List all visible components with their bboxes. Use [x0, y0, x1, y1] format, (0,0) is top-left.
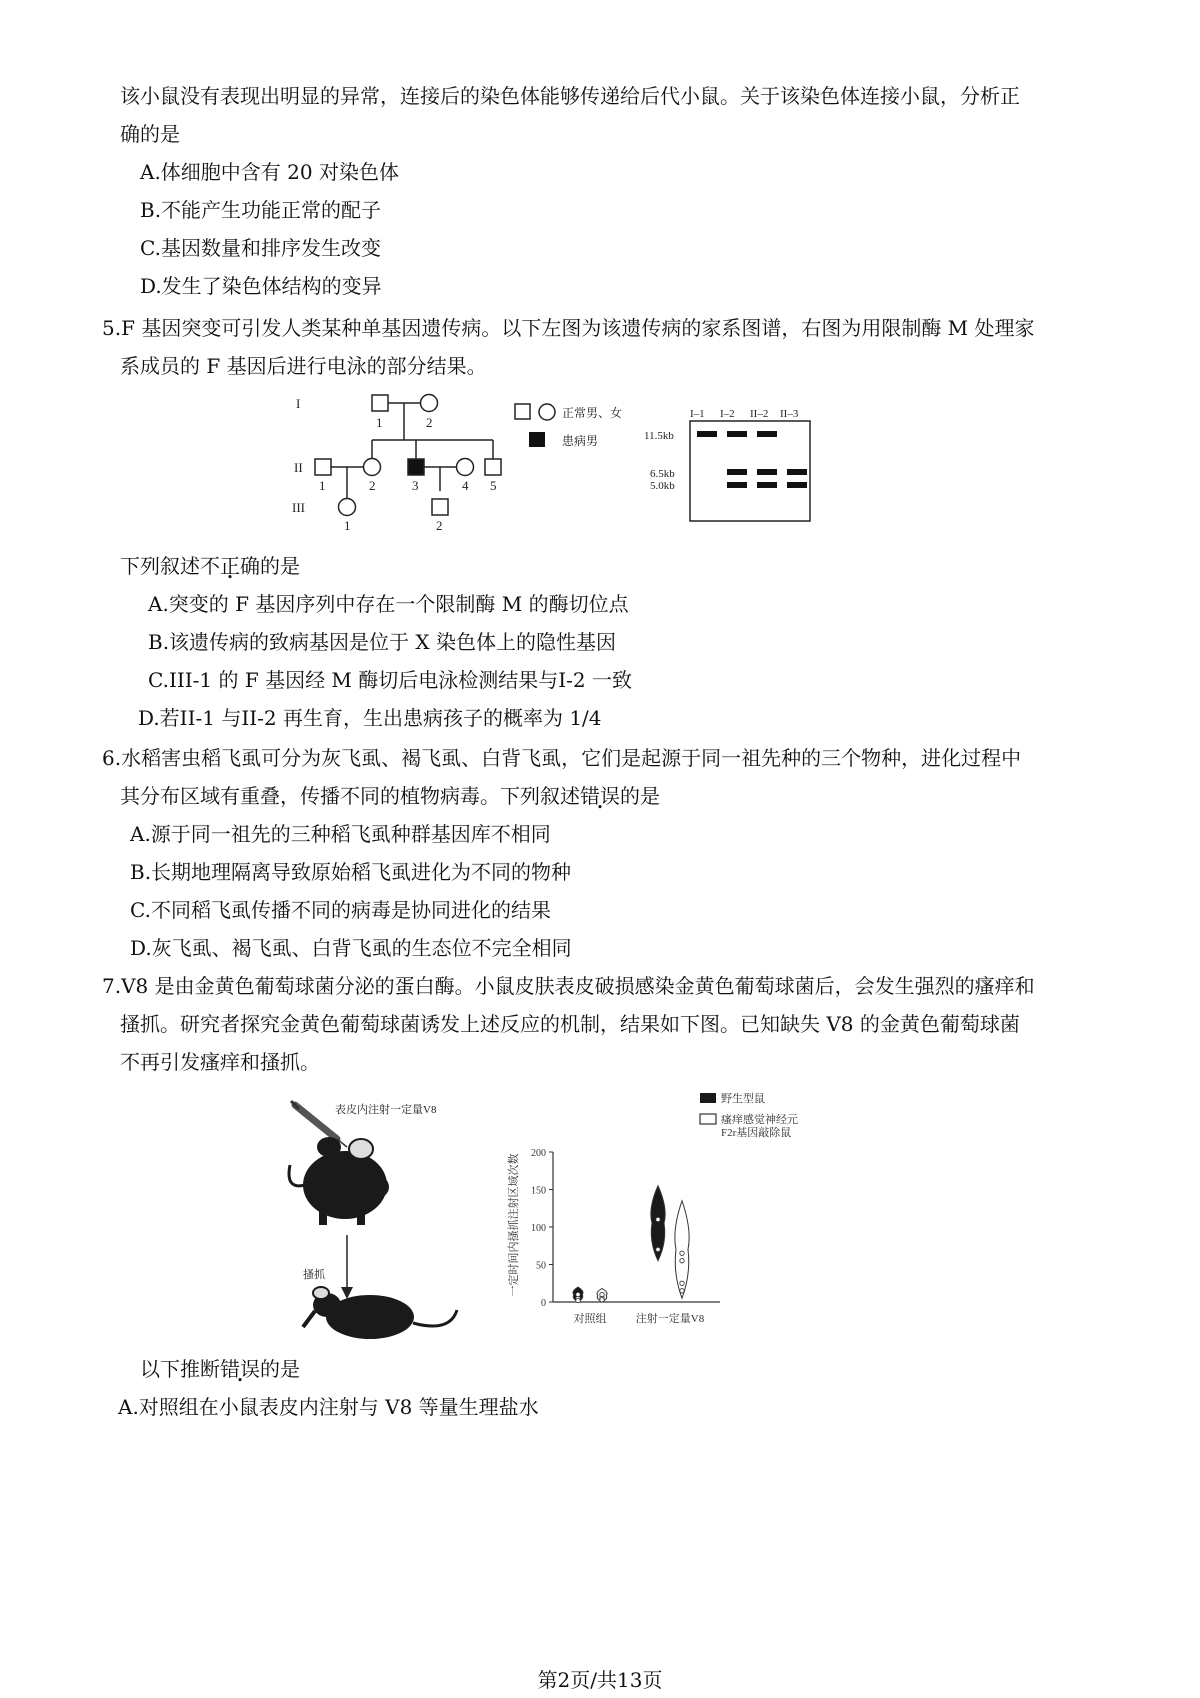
x-category-label: 对照组 — [573, 1313, 607, 1325]
x-category-label: 注射一定量V8 — [635, 1313, 705, 1325]
data-point — [680, 1251, 684, 1255]
data-point — [576, 1292, 580, 1296]
q4-line1: 该小鼠没有表现出明显的异常，连接后的染色体能够传递给后代小鼠。关于该染色体连接小鼠，分析正 — [120, 84, 1020, 108]
band-i2-11k — [727, 431, 747, 437]
experiment-scheme — [285, 1095, 465, 1340]
q4-option-b: B.不能产生功能正常的配子 — [140, 198, 382, 222]
lane-label: II–2 — [750, 408, 769, 420]
ped-ii1: 1 — [319, 478, 326, 493]
data-point — [576, 1298, 580, 1302]
ped-i1: 1 — [376, 415, 383, 430]
q7-line2: 搔抓。研究者探究金黄色葡萄球菌诱发上述反应的机制，结果如下图。已知缺失 V8 的金黄色葡萄球菌 — [120, 1012, 1020, 1036]
ped-iii1: 1 — [344, 518, 351, 533]
legend-wildtype: 野生型鼠 — [721, 1093, 765, 1105]
y-tick-label: 150 — [531, 1185, 546, 1197]
band-ii3-6k — [787, 469, 807, 475]
legend-swatch-knockout — [700, 1114, 716, 1124]
q4-option-c: C.基因数量和排序发生改变 — [140, 236, 381, 260]
data-point — [680, 1259, 684, 1263]
q5-option-d: D.若II-1 与II-2 再生育，生出患病孩子的概率为 1/4 — [138, 706, 602, 730]
pedigree-chart — [290, 392, 530, 532]
lane-label: I–1 — [690, 408, 705, 420]
legend-normal-label: 正常男、女 — [562, 406, 623, 420]
gel-electrophoresis — [640, 405, 820, 525]
lane-label: II–3 — [780, 408, 799, 420]
mouse-icon — [289, 1137, 389, 1225]
q6-option-a: A.源于同一祖先的三种稻飞虱种群基因库不相同 — [130, 822, 551, 846]
band-ii2-6k — [757, 469, 777, 475]
size-label: 5.0kb — [650, 480, 675, 492]
legend-swatch-wildtype — [700, 1093, 716, 1103]
y-axis-title: 一定时间内搔抓注射区域次数 — [508, 1153, 520, 1297]
mouse-scratching-icon — [303, 1287, 457, 1339]
scratch-label: 搔抓 — [303, 1269, 325, 1281]
size-label: 11.5kb — [644, 430, 674, 442]
ped-ii5: 5 — [490, 478, 497, 493]
q5-question: 下列叙述不正确的是 — [120, 554, 300, 578]
ped-ii3: 3 — [412, 478, 419, 493]
q7-question: 以下推断错误的是 — [140, 1357, 300, 1381]
q4-option-a: A.体细胞中含有 20 对染色体 — [140, 160, 399, 184]
ped-ii4: 4 — [462, 478, 469, 493]
q5-option-c: C.III-1 的 F 基因经 M 酶切后电泳检测结果与I-2 一致 — [148, 668, 633, 692]
q5-option-a: A.突变的 F 基因序列中存在一个限制酶 M 的酶切位点 — [148, 592, 629, 616]
gen-label-iii: III — [292, 500, 305, 515]
q7-line3: 不再引发瘙痒和搔抓。 — [120, 1050, 320, 1074]
q6-option-c: C.不同稻飞虱传播不同的病毒是协同进化的结果 — [130, 898, 551, 922]
q6-option-d: D.灰飞虱、褐飞虱、白背飞虱的生态位不完全相同 — [130, 936, 572, 960]
band-ii3-5k — [787, 482, 807, 488]
lane-label: I–2 — [720, 408, 735, 420]
band-ii2-11k — [757, 431, 777, 437]
y-tick-label: 0 — [541, 1298, 546, 1309]
page-footer: 第2页/共13页 — [537, 1668, 663, 1692]
data-point — [656, 1217, 660, 1221]
legend-knockout-line1: 瘙痒感觉神经元 — [721, 1114, 798, 1126]
band-ii2-5k — [757, 482, 777, 488]
band-i2-6k — [727, 469, 747, 475]
ped-i2: 2 — [426, 415, 433, 430]
ped-iii2: 2 — [436, 518, 443, 533]
band-i1-11k — [697, 431, 717, 437]
inject-label: 表皮内注射一定量V8 — [335, 1104, 437, 1116]
band-i2-5k — [727, 482, 747, 488]
y-tick-label: 200 — [531, 1148, 546, 1159]
q5-option-b: B.该遗传病的致病基因是位于 X 染色体上的隐性基因 — [148, 630, 617, 654]
data-point — [680, 1281, 684, 1285]
pedigree-legend — [512, 402, 642, 452]
data-point — [600, 1298, 604, 1302]
gen-label-ii: II — [294, 460, 303, 475]
legend-affected-label: 患病男 — [562, 434, 599, 448]
q6-line2: 其分布区域有重叠，传播不同的植物病毒。下列叙述错误的是 — [120, 784, 660, 808]
q7-option-a: A.对照组在小鼠表皮内注射与 V8 等量生理盐水 — [118, 1395, 539, 1419]
y-tick-label: 50 — [536, 1260, 546, 1272]
y-tick-label: 100 — [531, 1223, 546, 1234]
q4-option-d: D.发生了染色体结构的变异 — [140, 274, 382, 298]
q6-option-b: B.长期地理隔离导致原始稻飞虱进化为不同的物种 — [130, 860, 572, 884]
q4-line2: 确的是 — [120, 122, 180, 146]
data-point — [600, 1292, 604, 1296]
data-point — [680, 1289, 684, 1293]
q6-line1: 6.水稻害虫稻飞虱可分为灰飞虱、褐飞虱、白背飞虱，它们是起源于同一祖先种的三个物种，进化过程中 — [102, 746, 1022, 770]
violin-chart — [505, 1090, 865, 1340]
gen-label-i: I — [296, 396, 301, 411]
data-point — [656, 1247, 660, 1251]
q5-line1: 5.F 基因突变可引发人类某种单基因遗传病。以下左图为该遗传病的家系图谱，右图为用限制酶 M 处理家 — [102, 316, 1035, 340]
size-label: 6.5kb — [650, 468, 675, 480]
ped-ii2: 2 — [369, 478, 376, 493]
q5-line2: 系成员的 F 基因后进行电泳的部分结果。 — [120, 354, 487, 378]
legend-knockout-line2: F2r基因敲除鼠 — [721, 1127, 792, 1139]
q7-line1: 7.V8 是由金黄色葡萄球菌分泌的蛋白酶。小鼠皮肤表皮破损感染金黄色葡萄球菌后，会发生强烈的瘙痒和 — [102, 974, 1035, 998]
